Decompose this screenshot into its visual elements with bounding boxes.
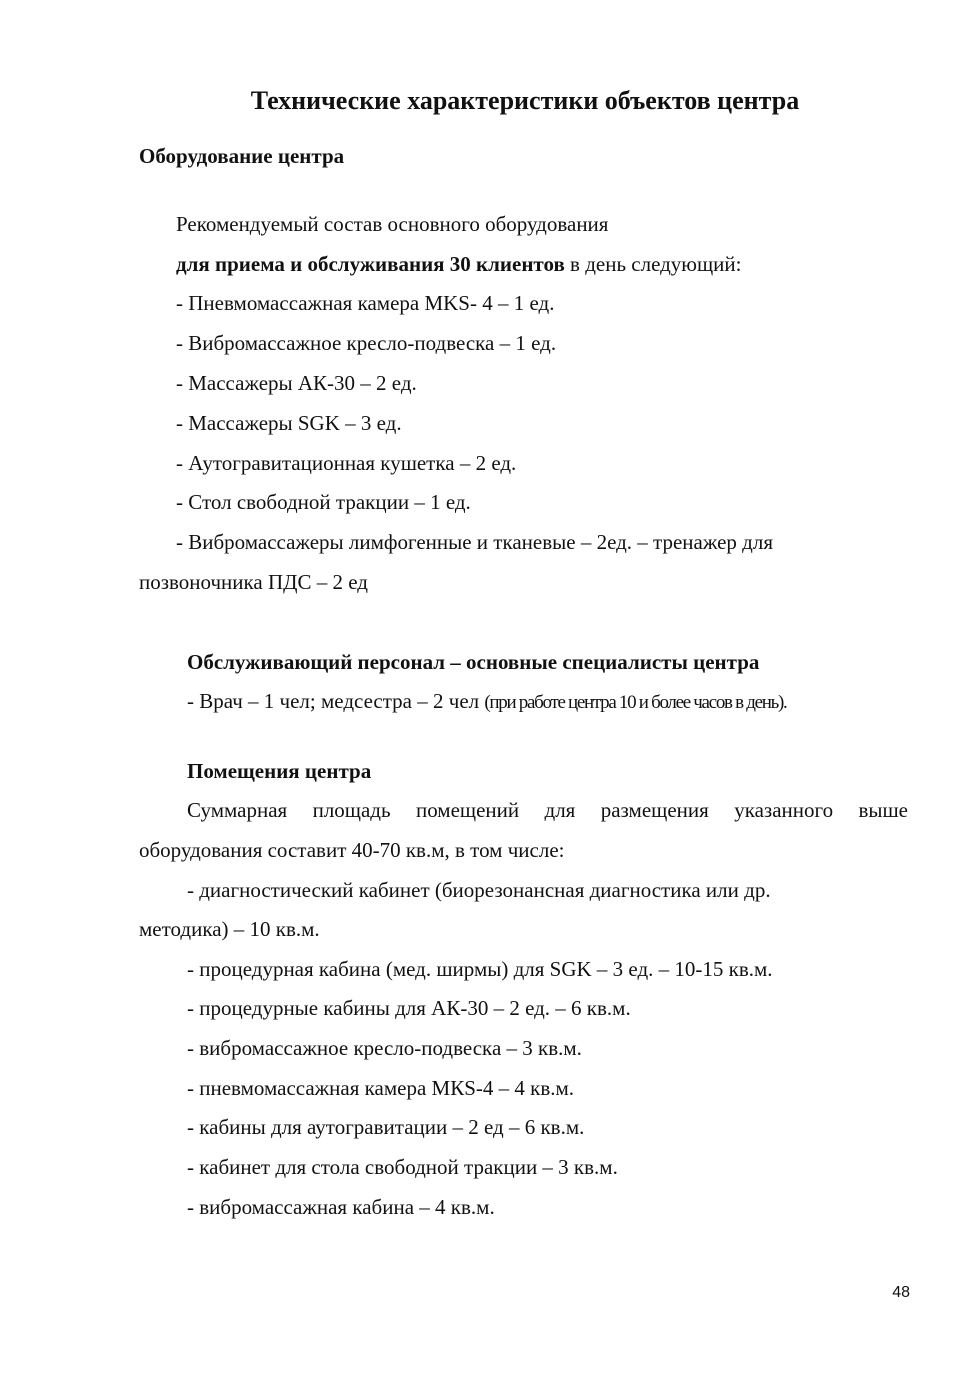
equipment-item: - Массажеры АК-30 – 2 ед. [176,371,417,395]
premises-item: - процедурные кабины для АК-30 – 2 ед. – 6 кв.м. [187,996,631,1020]
premises-item-diagnostic: - диагностический кабинет (биорезонансная диагностика или др. [187,878,771,902]
staff-heading: Обслуживающий персонал – основные специалисты центра [187,650,760,674]
premises-item: - вибромассажное кресло-подвеска – 3 кв.м. [187,1036,582,1060]
staff-line [187,688,786,716]
premises-item: - кабины для аутогравитации – 2 ед – 6 кв.м. [187,1115,585,1139]
premises-item: - вибромассажная кабина – 4 кв.м. [187,1195,495,1219]
premises-heading: Помещения центра [187,759,372,783]
premises-item: - кабинет для стола свободной тракции – 3 кв.м. [187,1155,618,1179]
staff-line-main: - Врач – 1 чел; медсестра – 2 чел [187,689,485,713]
page-number: 48 [892,1284,910,1301]
page-title: Технические характеристики объектов центра [250,86,800,115]
equipment-intro-bold: для приема и обслуживания 30 клиентов [176,252,565,276]
equipment-intro-rest: в день следующий: [564,252,742,276]
equipment-item: - Массажеры SGK – 3 ед. [176,411,402,435]
staff-line-note: (при работе центра 10 и более часов в день). [484,692,787,713]
equipment-item: - Стол свободной тракции – 1 ед. [176,490,471,514]
premises-paragraph-line-1: Суммарная площадь помещений для размещения указанного выше [187,798,908,822]
equipment-item: - Аутогравитационная кушетка – 2 ед. [176,451,517,475]
equipment-item: - Пневмомассажная камера MKS- 4 – 1 ед. [176,291,555,315]
equipment-intro-line-2 [176,251,741,277]
equipment-item: - Вибромассажеры лимфогенные и тканевые – 2ед. – тренажер для [176,530,773,554]
premises-item: - пневмомассажная камера МКS-4 – 4 кв.м. [187,1076,575,1100]
equipment-item-continuation: позвоночника ПДС – 2 ед [139,570,368,594]
premises-paragraph-line-2: оборудования составит 40-70 кв.м, в том числе: [139,838,565,862]
equipment-item: - Вибромассажное кресло-подвеска – 1 ед. [176,331,557,355]
equipment-heading: Оборудование центра [139,144,345,168]
premises-item-diagnostic-continuation: методика) – 10 кв.м. [139,917,320,941]
equipment-intro-line-1: Рекомендуемый состав основного оборудования [176,212,609,236]
premises-item: - процедурная кабина (мед. ширмы) для SGK – 3 ед. – 10-15 кв.м. [187,957,773,981]
